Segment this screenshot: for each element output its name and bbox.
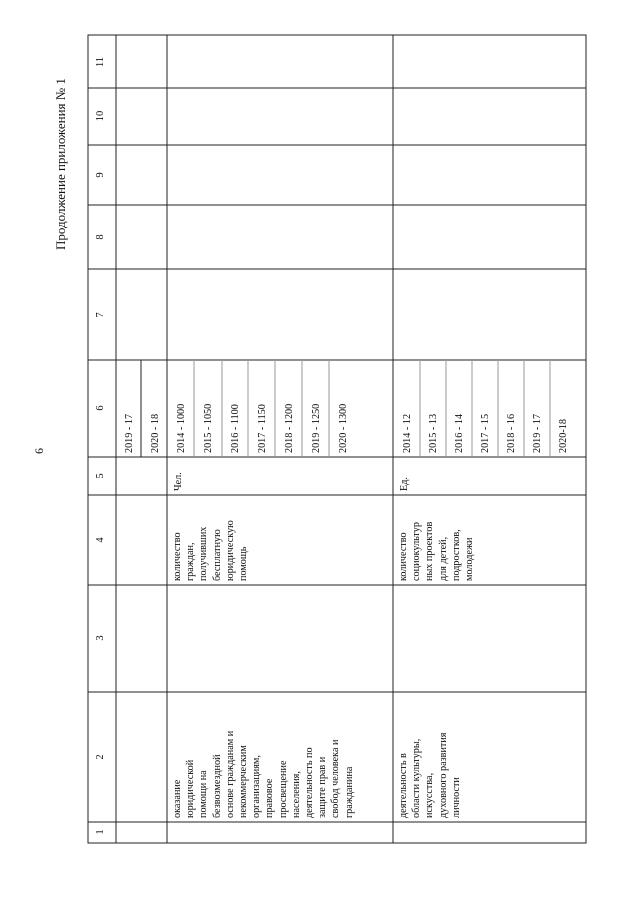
header-cell: 5 — [95, 473, 106, 479]
row1-year-value: 2020 - 1300 — [338, 403, 349, 453]
year-value: 2019 - 17 — [124, 413, 135, 453]
page-number: 6 — [32, 448, 46, 454]
row1-indicator-cell: количество граждан, получивших бесплатную юридическую помощь — [172, 520, 250, 581]
header-cell: 9 — [95, 172, 106, 178]
row2-year-value: 2018 - 16 — [506, 413, 517, 453]
header-cell: 11 — [95, 56, 106, 68]
row1-year-value: 2018 - 1200 — [284, 403, 295, 453]
row1-activity-cell: оказание юридической помощи на безвозмездной основе гражданам и некоммерческим организациям, правовое просвещение населения, деятельность по защите прав и свобод человека и гражданина — [172, 730, 355, 818]
row1-year-value: 2015 - 1050 — [203, 403, 214, 453]
row2-unit: Ед. — [399, 477, 410, 491]
year-value: 2020 - 18 — [150, 413, 161, 453]
header-cell: 10 — [95, 110, 106, 122]
row1-year-value: 2014 - 1000 — [176, 403, 187, 453]
row1-year-value: 2016 - 1100 — [230, 404, 241, 453]
row2-year-value: 2015 - 13 — [428, 413, 439, 453]
header-cell: 3 — [95, 635, 106, 641]
header-cell: 8 — [95, 234, 106, 240]
header-cell: 6 — [95, 405, 106, 411]
header-cell: 4 — [95, 537, 106, 543]
row2-indicator-cell: количество социокультур ных проектов для детей, подростков, молодежи — [398, 521, 476, 581]
appendix-title: Продолжение приложения № 1 — [53, 78, 68, 250]
row2-year-value: 2016 - 14 — [454, 413, 465, 453]
header-cell: 2 — [95, 754, 106, 760]
row2-activity-cell: деятельность в области культуры, искусства, духовного развития личности — [398, 732, 462, 818]
row2-year-value: 2019 - 17 — [532, 413, 543, 453]
header-cell: 7 — [95, 312, 106, 318]
row1-unit: Чел. — [173, 472, 184, 491]
row2-year-value: 2020-18 — [558, 419, 569, 453]
row2-year-value: 2014 - 12 — [402, 413, 413, 453]
row1-year-value: 2017 - 1150 — [257, 404, 268, 453]
header-cell: 1 — [95, 829, 106, 835]
row1-year-value: 2019 - 1250 — [311, 403, 322, 453]
row2-year-value: 2017 - 15 — [480, 413, 491, 453]
